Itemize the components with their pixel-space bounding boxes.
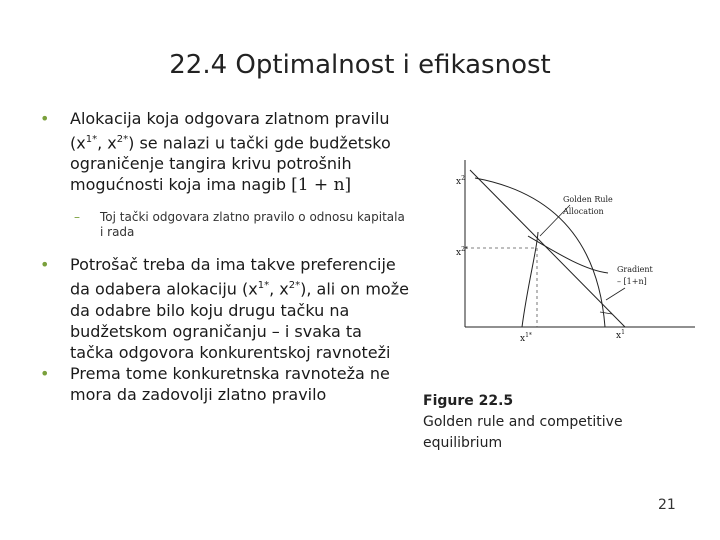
- bullet-list: [40, 108, 410, 405]
- bullet-1-formula: [1 + n]: [291, 175, 352, 196]
- y-axis-label: $x^2$: [456, 175, 465, 187]
- golden-rule-label-line1: Golden Rule: [563, 195, 613, 204]
- golden-rule-figure: [440, 160, 700, 360]
- bullet-2-sup-b: 2*: [288, 280, 301, 292]
- figure-diagram: [440, 160, 700, 360]
- x1-star-label: $x^{1*}$: [520, 332, 532, 344]
- bullet-dot-icon: •: [40, 109, 50, 128]
- gradient-label-line1: Gradient: [617, 265, 653, 274]
- bullet-item-1: [40, 108, 410, 196]
- bullet-item-2: [40, 254, 410, 362]
- slide-title: 22.4 Optimalnost i efikasnost: [169, 50, 551, 80]
- sub-bullet: [40, 210, 410, 240]
- figure-caption: [423, 391, 653, 454]
- bullet-1-sup-a: 1*: [85, 134, 98, 145]
- gradient-label-line2: – [1+n]: [617, 277, 647, 286]
- bullet-1-text-b: , x: [97, 133, 117, 153]
- figure-caption-text: Golden rule and competitive equilibrium: [423, 414, 623, 451]
- page-number: 21: [658, 497, 676, 513]
- bullet-2-text-b: , x: [269, 279, 289, 299]
- bullet-1-sup-b: 2*: [116, 134, 129, 145]
- bullet-dot-icon: •: [40, 255, 50, 275]
- golden-rule-label-line2: Allocation: [563, 207, 604, 216]
- bullet-1-text-a: Alokacija koja odgovara zlatnom pravilu (x: [70, 109, 390, 153]
- x-axis-label: $x^1$: [616, 329, 625, 341]
- bullet-2-text-c: ), ali on može da odabre bilo koju drugu tačku na budžetskom ograničanju – i svaka ta tačka odgovora konkurentskoj ravnoteži: [70, 279, 409, 362]
- x2-star-label: $x^{2*}$: [456, 246, 468, 258]
- bullet-dot-icon: •: [40, 363, 50, 383]
- indifference-curve-1: [522, 232, 538, 327]
- bullet-2-text-a: Potrošač treba da ima takve preferencije da odabera alokaciju (x: [70, 255, 396, 299]
- sub-bullet-dash-icon: –: [74, 210, 80, 225]
- sub-bullet-text: Toj tački odgovara zlatno pravilo o odnosu kapitala i rada: [100, 210, 405, 240]
- figure-caption-label: Figure 22.5: [423, 393, 514, 409]
- bullet-item-3: [40, 363, 410, 405]
- bullet-2-sup-a: 1*: [257, 280, 270, 292]
- bullet-3-text: Prema tome konkuretnska ravnoteža ne mora da zadovolji zlatno pravilo: [70, 363, 390, 404]
- gradient-pointer: [606, 288, 625, 300]
- bullet-1-text-c: ) se nalazi u tački gde budžetsko ograničenje tangira krivu potrošnih mogućnosti koja ima nagib: [70, 133, 391, 195]
- budget-constraint-line: [470, 170, 625, 327]
